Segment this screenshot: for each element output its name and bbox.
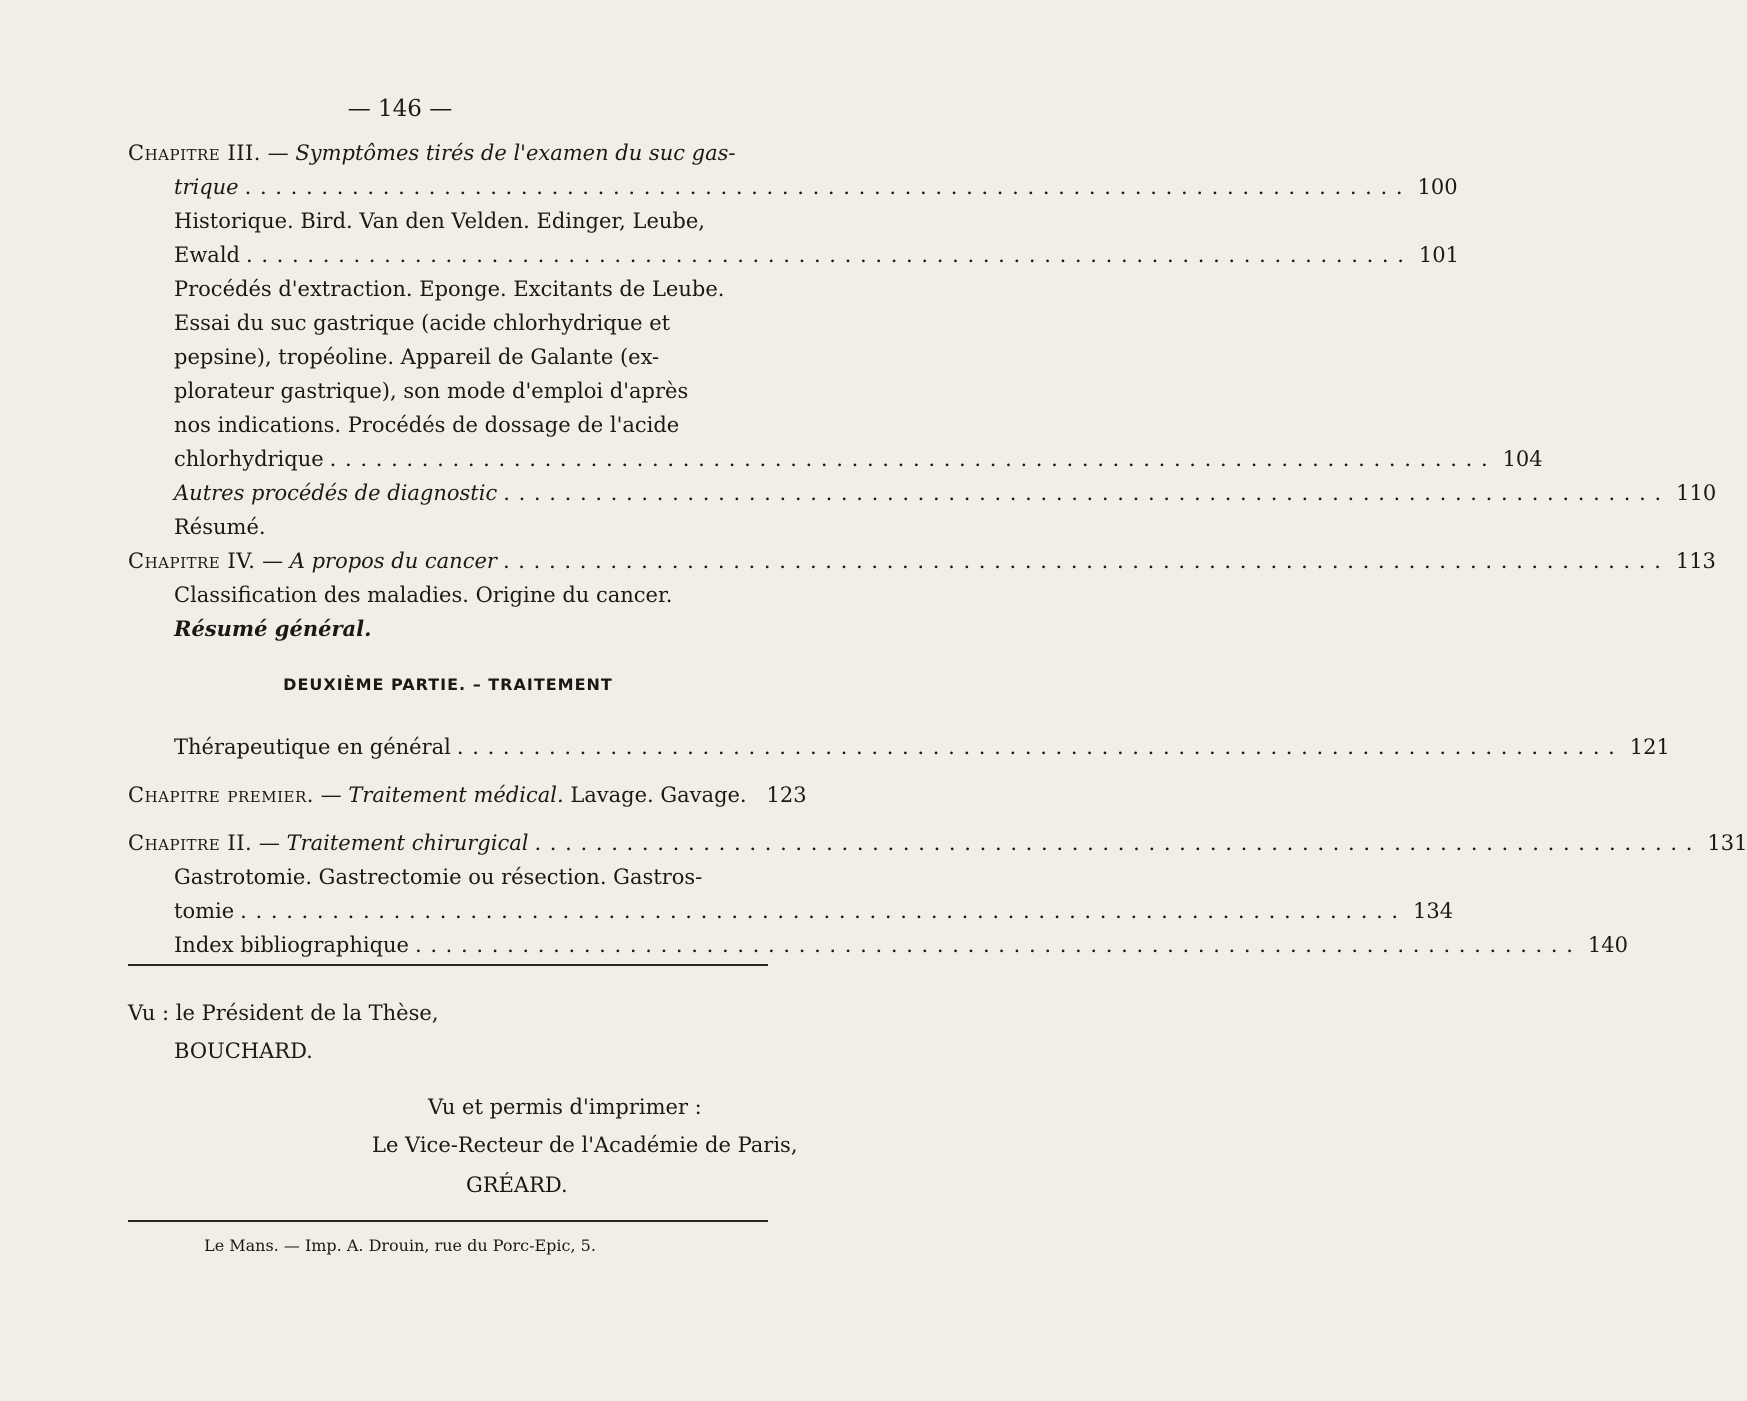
toc-sub-chlorhydrique: chlorhydrique . . . 104 (128, 442, 768, 476)
chapter-title: A propos du cancer (289, 549, 497, 573)
toc-entry-chapter-4: Chapitre IV. — A propos du cancer . . . 113 (128, 544, 768, 578)
chapter-title: Traitement médical. (348, 783, 564, 807)
toc-sub-procedes-1: Procédés d'extraction. Eponge. Excitants de Leube. (174, 277, 725, 301)
toc-entry-chapter-3: Chapitre III. — Symptômes tirés de l'examen du suc gas- (128, 141, 736, 165)
toc-sub-autres: Autres procédés de diagnostic . . . 110 (128, 476, 768, 510)
approval-president: Vu : le Président de la Thèse, (128, 1001, 439, 1025)
toc-entry-chapter-1: Chapitre premier. — Traitement médical. Lavage. Gavage. 123 (128, 778, 768, 812)
toc-entry-chapter-3-cont: trique . . . 100 (128, 170, 768, 204)
table-of-contents (128, 136, 1747, 962)
toc-sub-gastrotomie: Gastrotomie. Gastrectomie ou résection. Gastros- (174, 865, 703, 889)
toc-sub-procedes-2: Essai du suc gastrique (acide chlorhydrique et (174, 311, 671, 335)
page-ref: 104 (1502, 447, 1543, 471)
signatory-greard: GRÉARD. (466, 1173, 568, 1197)
toc-sub-procedes-4: plorateur gastrique), son mode d'emploi d'après (174, 379, 689, 403)
toc-sub-tomie: tomie . . . 134 (128, 894, 768, 928)
toc-sub-ewald: Ewald . . . 101 (128, 238, 768, 272)
page-ref: 123 (766, 783, 807, 807)
part-heading: DEUXIÈME PARTIE. – TRAITEMENT (283, 675, 613, 694)
page-ref: 121 (1629, 735, 1670, 759)
page-ref: 134 (1413, 899, 1454, 923)
chapter-label: Chapitre IV. (128, 549, 256, 573)
toc-entry-index: Index bibliographique . . . 140 (128, 928, 768, 962)
printer-imprint: Le Mans. — Imp. A. Drouin, rue du Porc-Epic, 5. (204, 1236, 596, 1255)
page-ref: 131 (1707, 831, 1747, 855)
page-ref: 113 (1675, 549, 1716, 573)
toc-entry-chapter-2: Chapitre II. — Traitement chirurgical . . . 131 (128, 826, 768, 860)
toc-sub-resume-general: Résumé général. (174, 616, 372, 641)
page-ref: 140 (1587, 933, 1628, 957)
chapter-label: Chapitre premier. (128, 783, 314, 807)
page-ref: 110 (1676, 481, 1717, 505)
page-number: — 146 — (347, 96, 453, 122)
toc-sub-resume: Résumé. (174, 515, 266, 539)
chapter-title: Symptômes tirés de l'examen du suc gas- (295, 141, 736, 165)
chapter-title: Traitement chirurgical (286, 831, 529, 855)
approval-recteur: Le Vice-Recteur de l'Académie de Paris, (372, 1133, 798, 1157)
toc-sub-procedes-5: nos indications. Procédés de dossage de l'acide (174, 413, 680, 437)
toc-sub-procedes-3: pepsine), tropéoline. Appareil de Galante (ex- (174, 345, 660, 369)
chapter-label: Chapitre II. (128, 831, 253, 855)
approval-permis: Vu et permis d'imprimer : (428, 1095, 702, 1119)
page-ref: 100 (1417, 175, 1458, 199)
chapter-label: Chapitre III. (128, 141, 261, 165)
toc-sub-classification: Classification des maladies. Origine du cancer. (174, 583, 673, 607)
toc-sub-historique: Historique. Bird. Van den Velden. Edinger, Leube, (174, 209, 705, 233)
signatory-bouchard: BOUCHARD. (174, 1039, 313, 1063)
divider (128, 1220, 768, 1222)
toc-entry-therapeutique: Thérapeutique en général . . . 121 (128, 730, 768, 764)
page-ref: 101 (1418, 243, 1459, 267)
divider (128, 964, 768, 966)
